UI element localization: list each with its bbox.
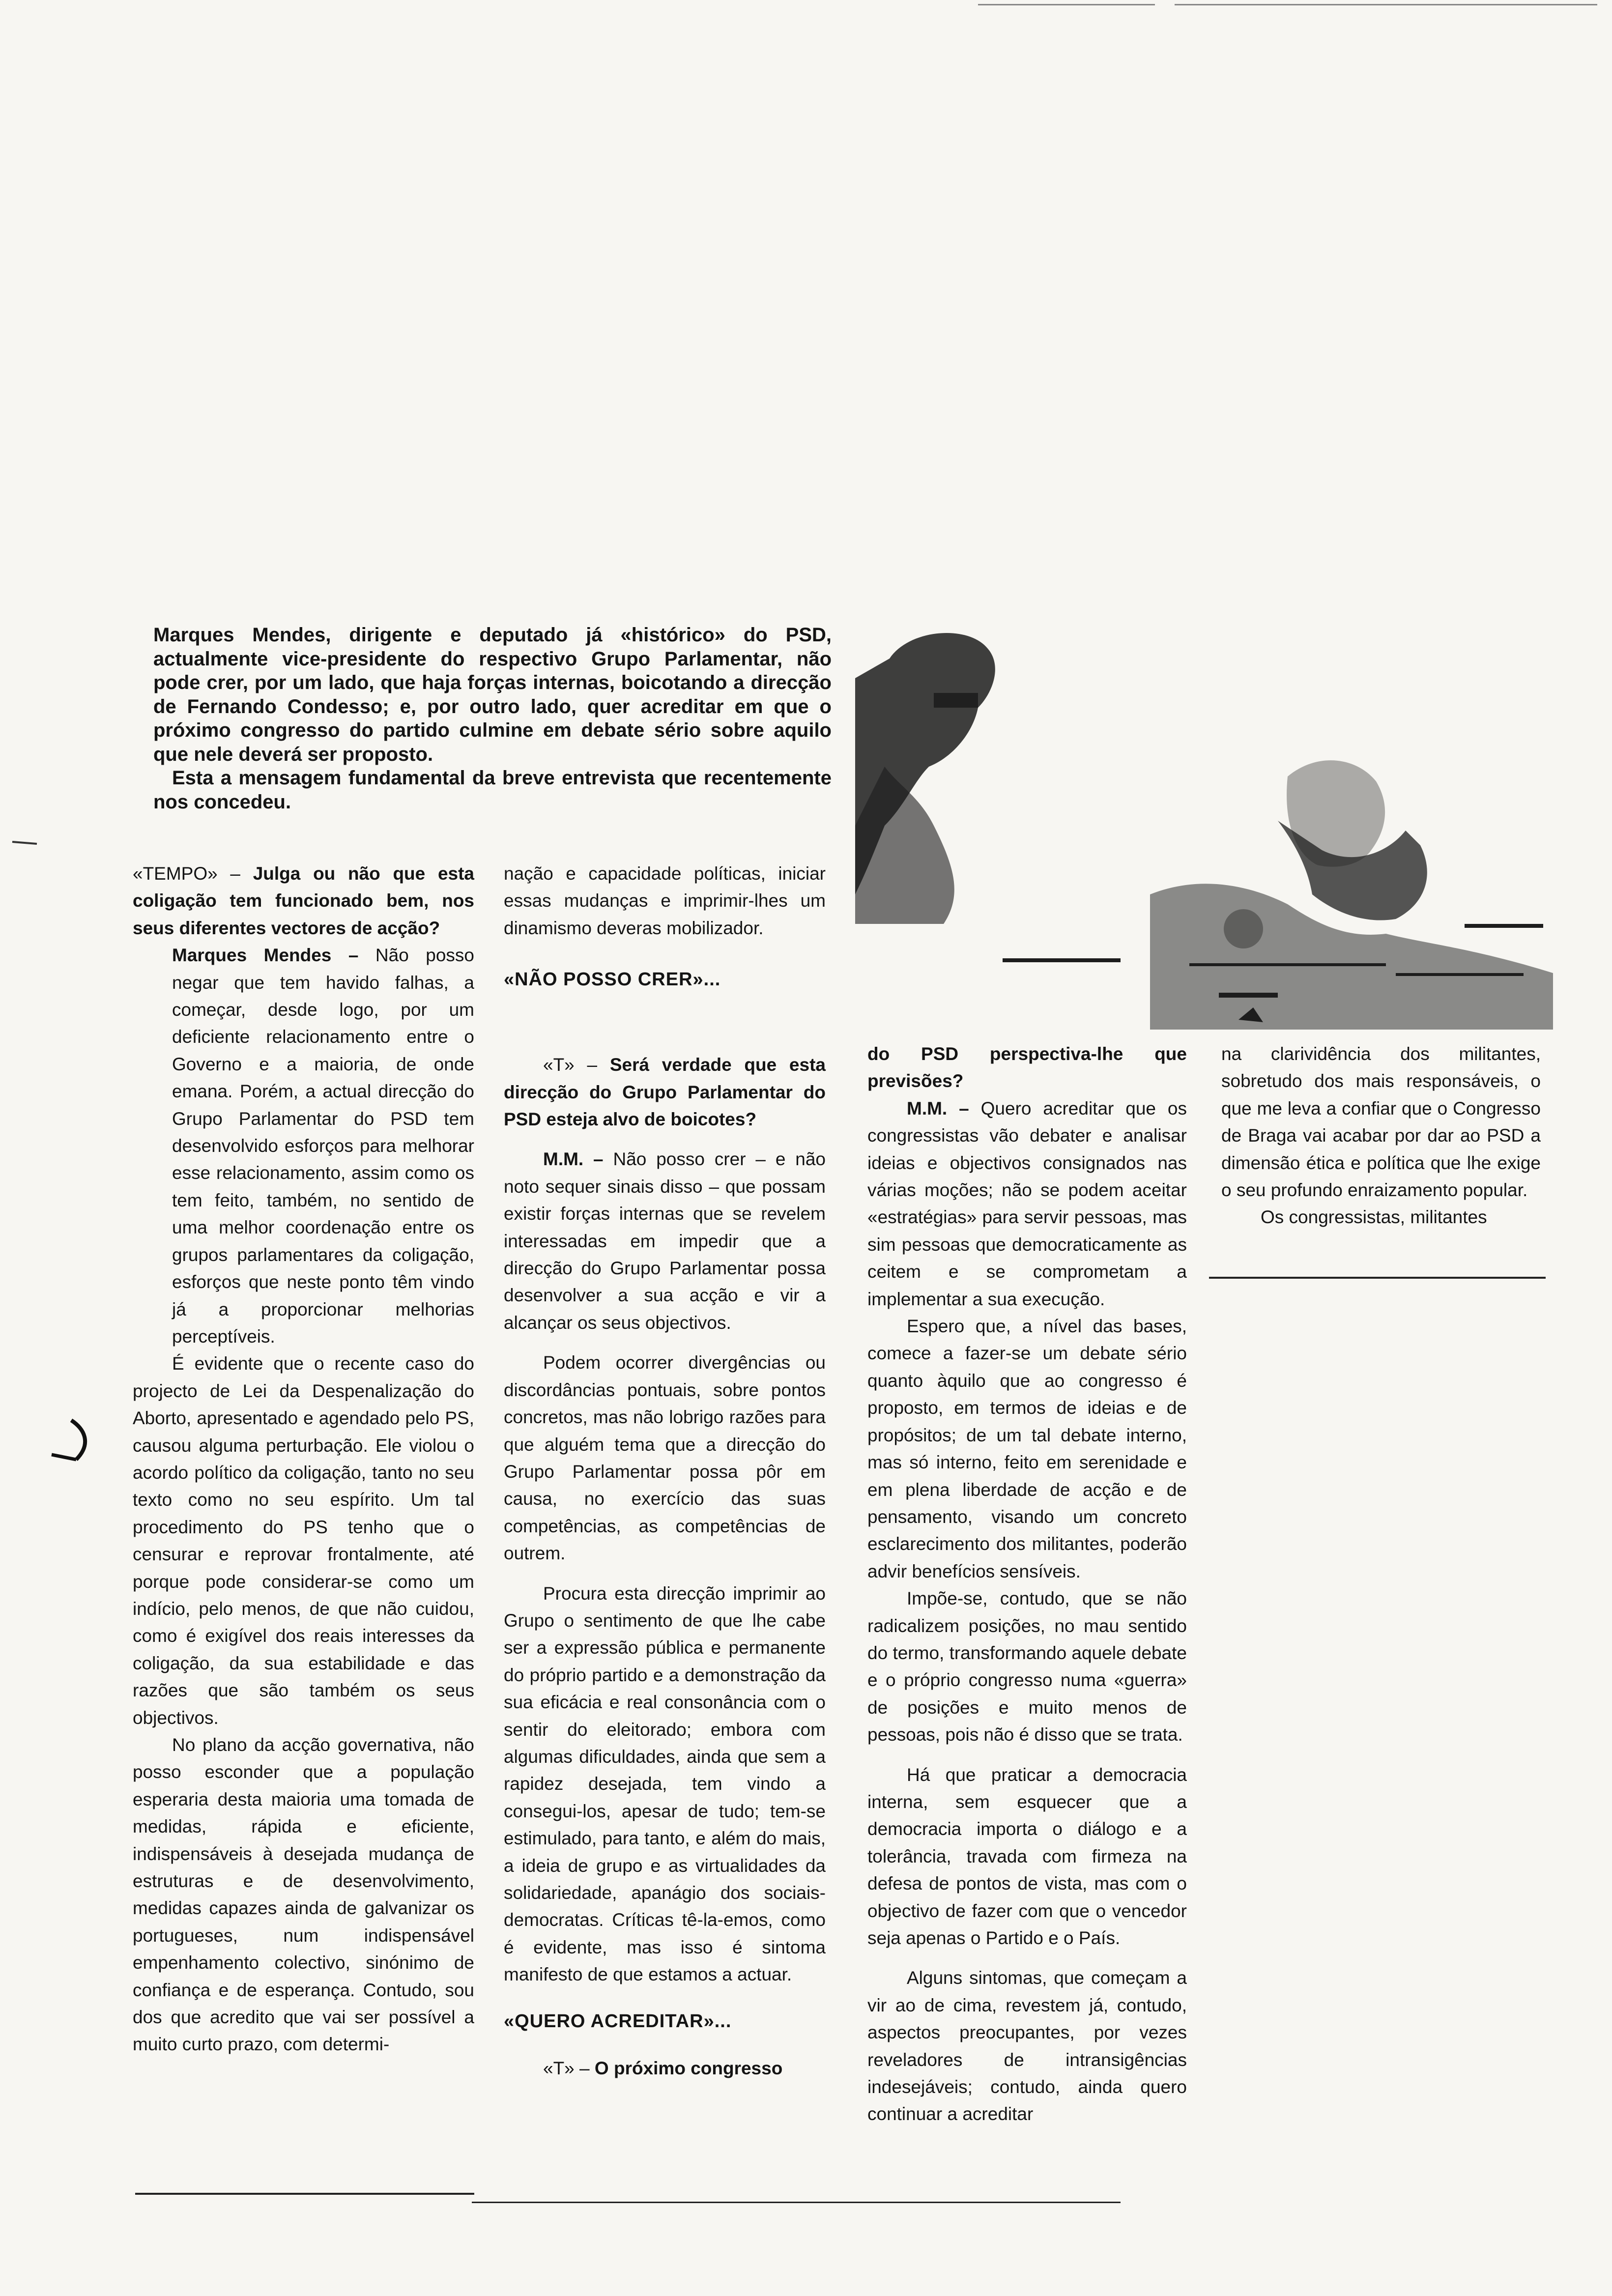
- article-column-3: [867, 1040, 1187, 2128]
- question-3-continued: do PSD perspectiva-lhe que previsões?: [867, 1044, 1187, 1091]
- interview-photo: [855, 619, 1553, 1030]
- paragraph: Há que praticar a democracia interna, sem esquecer que a democracia importa o diálogo e a tolerância, travada com firmeza na defesa de pontos de vista, mas com o objectivo de fazer com que o vencedor seja apenas o Partido e o País.: [867, 1764, 1187, 1948]
- answer-3: [867, 1095, 1187, 1313]
- paragraph: Os congressistas, militantes: [1261, 1207, 1487, 1228]
- article-column-4: [1221, 1040, 1541, 1231]
- answer-2: [504, 1146, 826, 1336]
- speaker-t: «T» –: [543, 1055, 610, 1075]
- subheading-nao-posso-crer: «NÃO POSSO CRER»...: [504, 969, 721, 990]
- speaker-mm: M.M. –: [543, 1149, 613, 1170]
- paragraph: na clarividência dos militantes, sobretudo dos mais responsáveis, o que me leva a confiar que o Congresso de Braga vai acabar por dar ao PSD a dimensão ética e política que lhe exige o seu profundo enraizamento popular.: [1221, 1044, 1541, 1201]
- paragraph: No plano da acção governativa, não posso esconder que a população esperaria desta maioria uma tomada de medidas, rápida e eficiente, indispensáveis à desejada mudança de estruturas e de desenvolvimento, medidas capazes ainda de galvanizar os portugueses, num indispensável empenhamento colectivo, sinónimo de confiança e de esperança. Contudo, sou dos que acredito que vai ser possível a muito curto prazo, com determi-: [133, 1735, 474, 2055]
- question-1-text: Julga ou não que esta coligação tem funcionado bem, nos seus diferentes vectores de acção?: [133, 863, 474, 938]
- margin-bracket-mark: [47, 1415, 101, 1469]
- paragraph: Alguns sintomas, que começam a vir ao de cima, revestem já, contudo, aspectos preocupantes, por vezes reveladores de intransigências indesejáveis; contudo, ainda quero continuar a acreditar: [867, 1968, 1187, 2124]
- speaker-tempo: «TEMPO» –: [133, 863, 253, 884]
- subheading-quero-acreditar: «QUERO ACREDITAR»...: [504, 2010, 732, 2032]
- question-2-text: Será verdade que esta direcção do Grupo Parlamentar do PSD esteja alvo de boicotes?: [504, 1055, 826, 1130]
- question-3-text: O próximo congresso: [594, 2058, 783, 2078]
- lead-paragraph: Marques Mendes, dirigente e deputado já «histórico» do PSD, actualmente vice-presidente do respectivo Grupo Parlamentar, não pode crer, por um lado, que haja forças internas, boicotando a direcção de Fernando Condesso; e, por outro lado, quer acreditar em que o próximo congresso do partido culmine em debate sério sobre aquilo que nele deverá ser proposto.: [153, 624, 832, 765]
- answer-3-text: Quero acreditar que os congressistas vão debater e analisar ideias e objectivos consignados nas várias moções; não se podem aceitar «estratégias» para servir pessoas, mas sim pessoas que democraticamente as ceitem e se comprometam a implementar a sua execução.: [867, 1098, 1187, 1309]
- margin-dash-mark: [10, 838, 39, 848]
- column-end-rule: [1209, 1277, 1546, 1279]
- question-3: [504, 2055, 826, 2082]
- paragraph: nação e capacidade políticas, iniciar essas mudanças e imprimir-lhes um dinamismo deveras mobilizador.: [504, 863, 826, 938]
- scan-artifact-line: [978, 4, 1155, 5]
- scan-artifact-line: [1175, 4, 1597, 5]
- article-column-1: [133, 860, 474, 2058]
- answer-2-text: Não posso crer – e não noto sequer sinais disso – que possam existir forças internas que se revelem interessadas em impedir que a direcção do Grupo Parlamentar possa desenvolver a sua acção e vir a alcançar os seus objectivos.: [504, 1149, 826, 1333]
- answer-1-text: Não posso negar que tem havido falhas, a começar, desde logo, por um deficiente relacionamento entre o Governo e a maioria, de onde emana. Porém, a actual direcção do Grupo Parlamentar do PSD tem desenvolvido esforços para melhorar esse relacionamento, assim como os tem feito, também, no sentido de uma melhor coordenação entre os grupos parlamentares da coligação, esforços que neste ponto têm vindo já a proporcionar melhorias perceptíveis.: [172, 945, 474, 1347]
- article-column-2: [504, 860, 826, 2082]
- lead-summary: Esta a mensagem fundamental da breve entrevista que recentemente nos concedeu.: [153, 767, 832, 813]
- paragraph: Podem ocorrer divergências ou discordâncias pontuais, sobre pontos concretos, mas não lobrigo razões para que alguém tema que a direcção do Grupo Parlamentar possa pôr em causa, no exercício das suas competências, as competências de outrem.: [504, 1352, 826, 1564]
- paragraph: Impõe-se, contudo, que se não radicalizem posições, no mau sentido do termo, transformando aquele debate e o próprio congresso numa «guerra» de posições e muito menos de pessoas, pois não é disso que se trata.: [867, 1588, 1187, 1745]
- question-2: [504, 1051, 826, 1133]
- paragraph: Procura esta direcção imprimir ao Grupo o sentimento de que lhe cabe ser a expressão pública e permanente do próprio partido e a demonstração da sua eficácia e real consonância com o sentir do eleitorado; embora com algumas dificuldades, ainda que sem a rapidez desejada, tem vindo a consegui-los, apesar de tudo; tem-se estimulado, para tanto, e além do mais, a ideia de grupo e as virtualidades da solidariedade, apanágio dos sociais-democratas. Críticas tê-la-emos, como é evidente, mas isso é sintoma manifesto de que estamos a actuar.: [504, 1583, 826, 1985]
- question-1: [133, 860, 474, 942]
- paragraph: É evidente que o recente caso do projecto de Lei da Despenalização do Aborto, apresentado e agendado pelo PS, causou alguma perturbação. Ele violou o acordo político da coligação, tanto no seu texto como no seu espírito. Um tal procedimento do PS tenho que o censurar e reprovar frontalmente, até porque pode considerar-se como um indício, pelo menos, de que não cuidou, como é exigível dos reais interesses da coligação, da sua estabilidade e das razões que são também os seus objectivos.: [133, 1353, 474, 1728]
- answer-1: [133, 942, 474, 1350]
- bottom-rule: [472, 2202, 1121, 2203]
- column-bottom-rule: [135, 2193, 474, 2195]
- speaker-marques-mendes: Marques Mendes –: [172, 945, 375, 966]
- speaker-t: «T» –: [543, 2058, 595, 2078]
- speaker-mm: M.M. –: [907, 1098, 981, 1119]
- article-lead: [153, 623, 832, 814]
- paragraph: Espero que, a nível das bases, comece a fazer-se um debate sério quanto àquilo que ao congresso é proposto, em termos de ideias e de propósitos; de um tal debate interno, mas só interno, feito em serenidade e em plena liberdade de acção e de pensamento, visando um concreto esclarecimento dos militantes, poderão advir benefícios sensíveis.: [867, 1316, 1187, 1581]
